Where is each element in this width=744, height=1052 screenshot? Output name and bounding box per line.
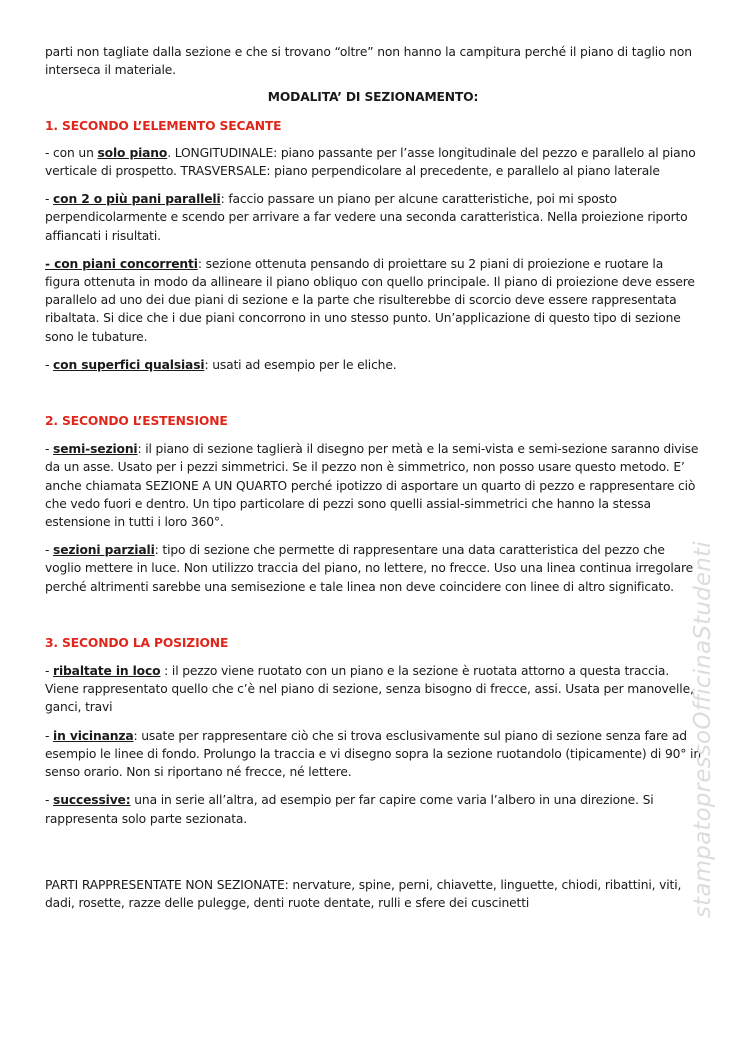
s3-paragraph-1 (45, 662, 701, 717)
s2-p2-text: : tipo di sezione che permette di rappresentare una data caratteristica del pezzo che voglio mettere in luce. Non utilizzo traccia del piano, no lettere, no frecce. Uso una linea continua irregolare perché altrimenti sarebbe una semisezione e tale linea non deve coincidere con linee di altro significato. (45, 543, 694, 594)
s1-p3-keyword: - con piani concorrenti (45, 256, 198, 271)
s1-p3-text: : sezione ottenuta pensando di proiettare su 2 piani di proiezione e ruotare la figura ottenuta in modo da allineare il piano obliquo con quello principale. Il piano di proiezione deve essere parallelo ad uno dei due piani di sezione e la parte che risulterebbe di scorcio deve essere rappresentata ribaltata. Si dice che i due piani concorrono in uno stesso punto. Un’applicazione di questo tipo di sezione sono le tubature. (45, 256, 695, 344)
s3-p3-text: una in serie all’altra, ad esempio per far capire come varia l’albero in una direzione. Si rappresenta solo parte sezionata. (45, 793, 654, 826)
s2-p2-keyword: sezioni parziali (53, 543, 155, 558)
s1-paragraph-1 (45, 144, 701, 180)
s1-paragraph-2 (45, 190, 701, 245)
section-1-heading: 1. SECONDO L’ELEMENTO SECANTE (45, 118, 282, 133)
s2-paragraph-2 (45, 541, 701, 596)
intro-paragraph: parti non tagliate dalla sezione e che si trovano “oltre” non hanno la campitura perché il piano di taglio non interseca il materiale. (45, 45, 692, 78)
s2-p1-keyword: semi-sezioni (53, 442, 138, 457)
s3-p1-text: : il pezzo viene ruotato con un piano e la sezione è ruotata attorno a questa traccia. Viene rappresentato quello che c’è nel piano di sezione, senza bisogno di frecce, assi. Usata per manovelle, ganci, travi (45, 664, 694, 715)
s3-p2-prefix: - (45, 728, 54, 743)
s1-p4-text: : usati ad esempio per le eliche. (204, 357, 397, 372)
s3-paragraph-2 (45, 727, 701, 782)
s1-p2-keyword: con 2 o più pani paralleli (53, 192, 221, 207)
footer-paragraph: PARTI RAPPRESENTATE NON SEZIONATE: nervature, spine, perni, chiavette, linguette, chiodi, ribattini, viti, dadi, rosette, razze delle pulegge, denti ruote dentate, rulli e sfere dei cuscinetti (45, 877, 682, 910)
s1-paragraph-3 (45, 255, 701, 346)
s3-p1-keyword: ribaltate in loco (53, 664, 161, 679)
document-page (45, 43, 701, 912)
section-2-heading: 2. SECONDO L’ESTENSIONE (45, 414, 228, 429)
s2-paragraph-1 (45, 440, 701, 531)
document-title: MODALITA’ DI SEZIONAMENTO: (267, 90, 479, 105)
watermark: stampatopressoOfficinaStudenti (690, 541, 716, 918)
s1-p1-text: . LONGITUDINALE: piano passante per l’asse longitudinale del pezzo e parallelo al piano verticale di prospetto. TRASVERSALE: piano perpendicolare al precedente, e parallelo al piano laterale (45, 145, 696, 179)
s1-p2-text: : faccio passare un piano per alcune caratteristiche, poi mi sposto perpendicolarmente e scendo per arrivare a far vedere una seconda caratteristica. Nella proiezione riporto affiancati i risultati. (45, 192, 688, 243)
s3-paragraph-3 (45, 791, 701, 827)
s2-p1-prefix: - (45, 442, 54, 457)
s1-p1-prefix: - con un (45, 145, 98, 160)
s1-p4-keyword: con superfici qualsiasi (53, 357, 205, 372)
s3-p2-keyword: in vicinanza (53, 728, 134, 743)
s3-p3-prefix: - (45, 793, 54, 808)
section-3-heading: 3. SECONDO LA POSIZIONE (45, 635, 229, 650)
s1-p2-prefix: - (45, 192, 54, 207)
s1-p1-keyword: solo piano (97, 145, 168, 160)
s1-paragraph-4 (45, 356, 701, 374)
s2-p1-text: : il piano di sezione taglierà il disegno per metà e la semi-vista e semi-sezione saranno divise da un asse. Usato per i pezzi simmetrici. Se il pezzo non è simmetrico, non posso usare questo metodo. E’ anche chiamata SEZIONE A UN QUARTO perché ipotizzo di asportare un quarto di pezzo e rappresentare ciò che vedo fuori e dentro. Un tipo particolare di pezzi sono quelli assial-simmetrici che hanno la stessa estensione in tutti i loro 360°. (45, 442, 699, 530)
s3-p1-prefix: - (45, 664, 54, 679)
s3-p3-keyword: successive: (53, 793, 131, 808)
s3-p2-text: : usate per rappresentare ciò che si trova esclusivamente sul piano di sezione senza fare ad esempio le linee di fondo. Prolungo la traccia e vi disegno sopra la sezione ruotandolo (tipicamente) di 90° in senso orario. Non si riportano né frecce, né lettere. (45, 728, 701, 780)
s2-p2-prefix: - (45, 543, 54, 558)
s1-p4-prefix: - (45, 357, 54, 372)
